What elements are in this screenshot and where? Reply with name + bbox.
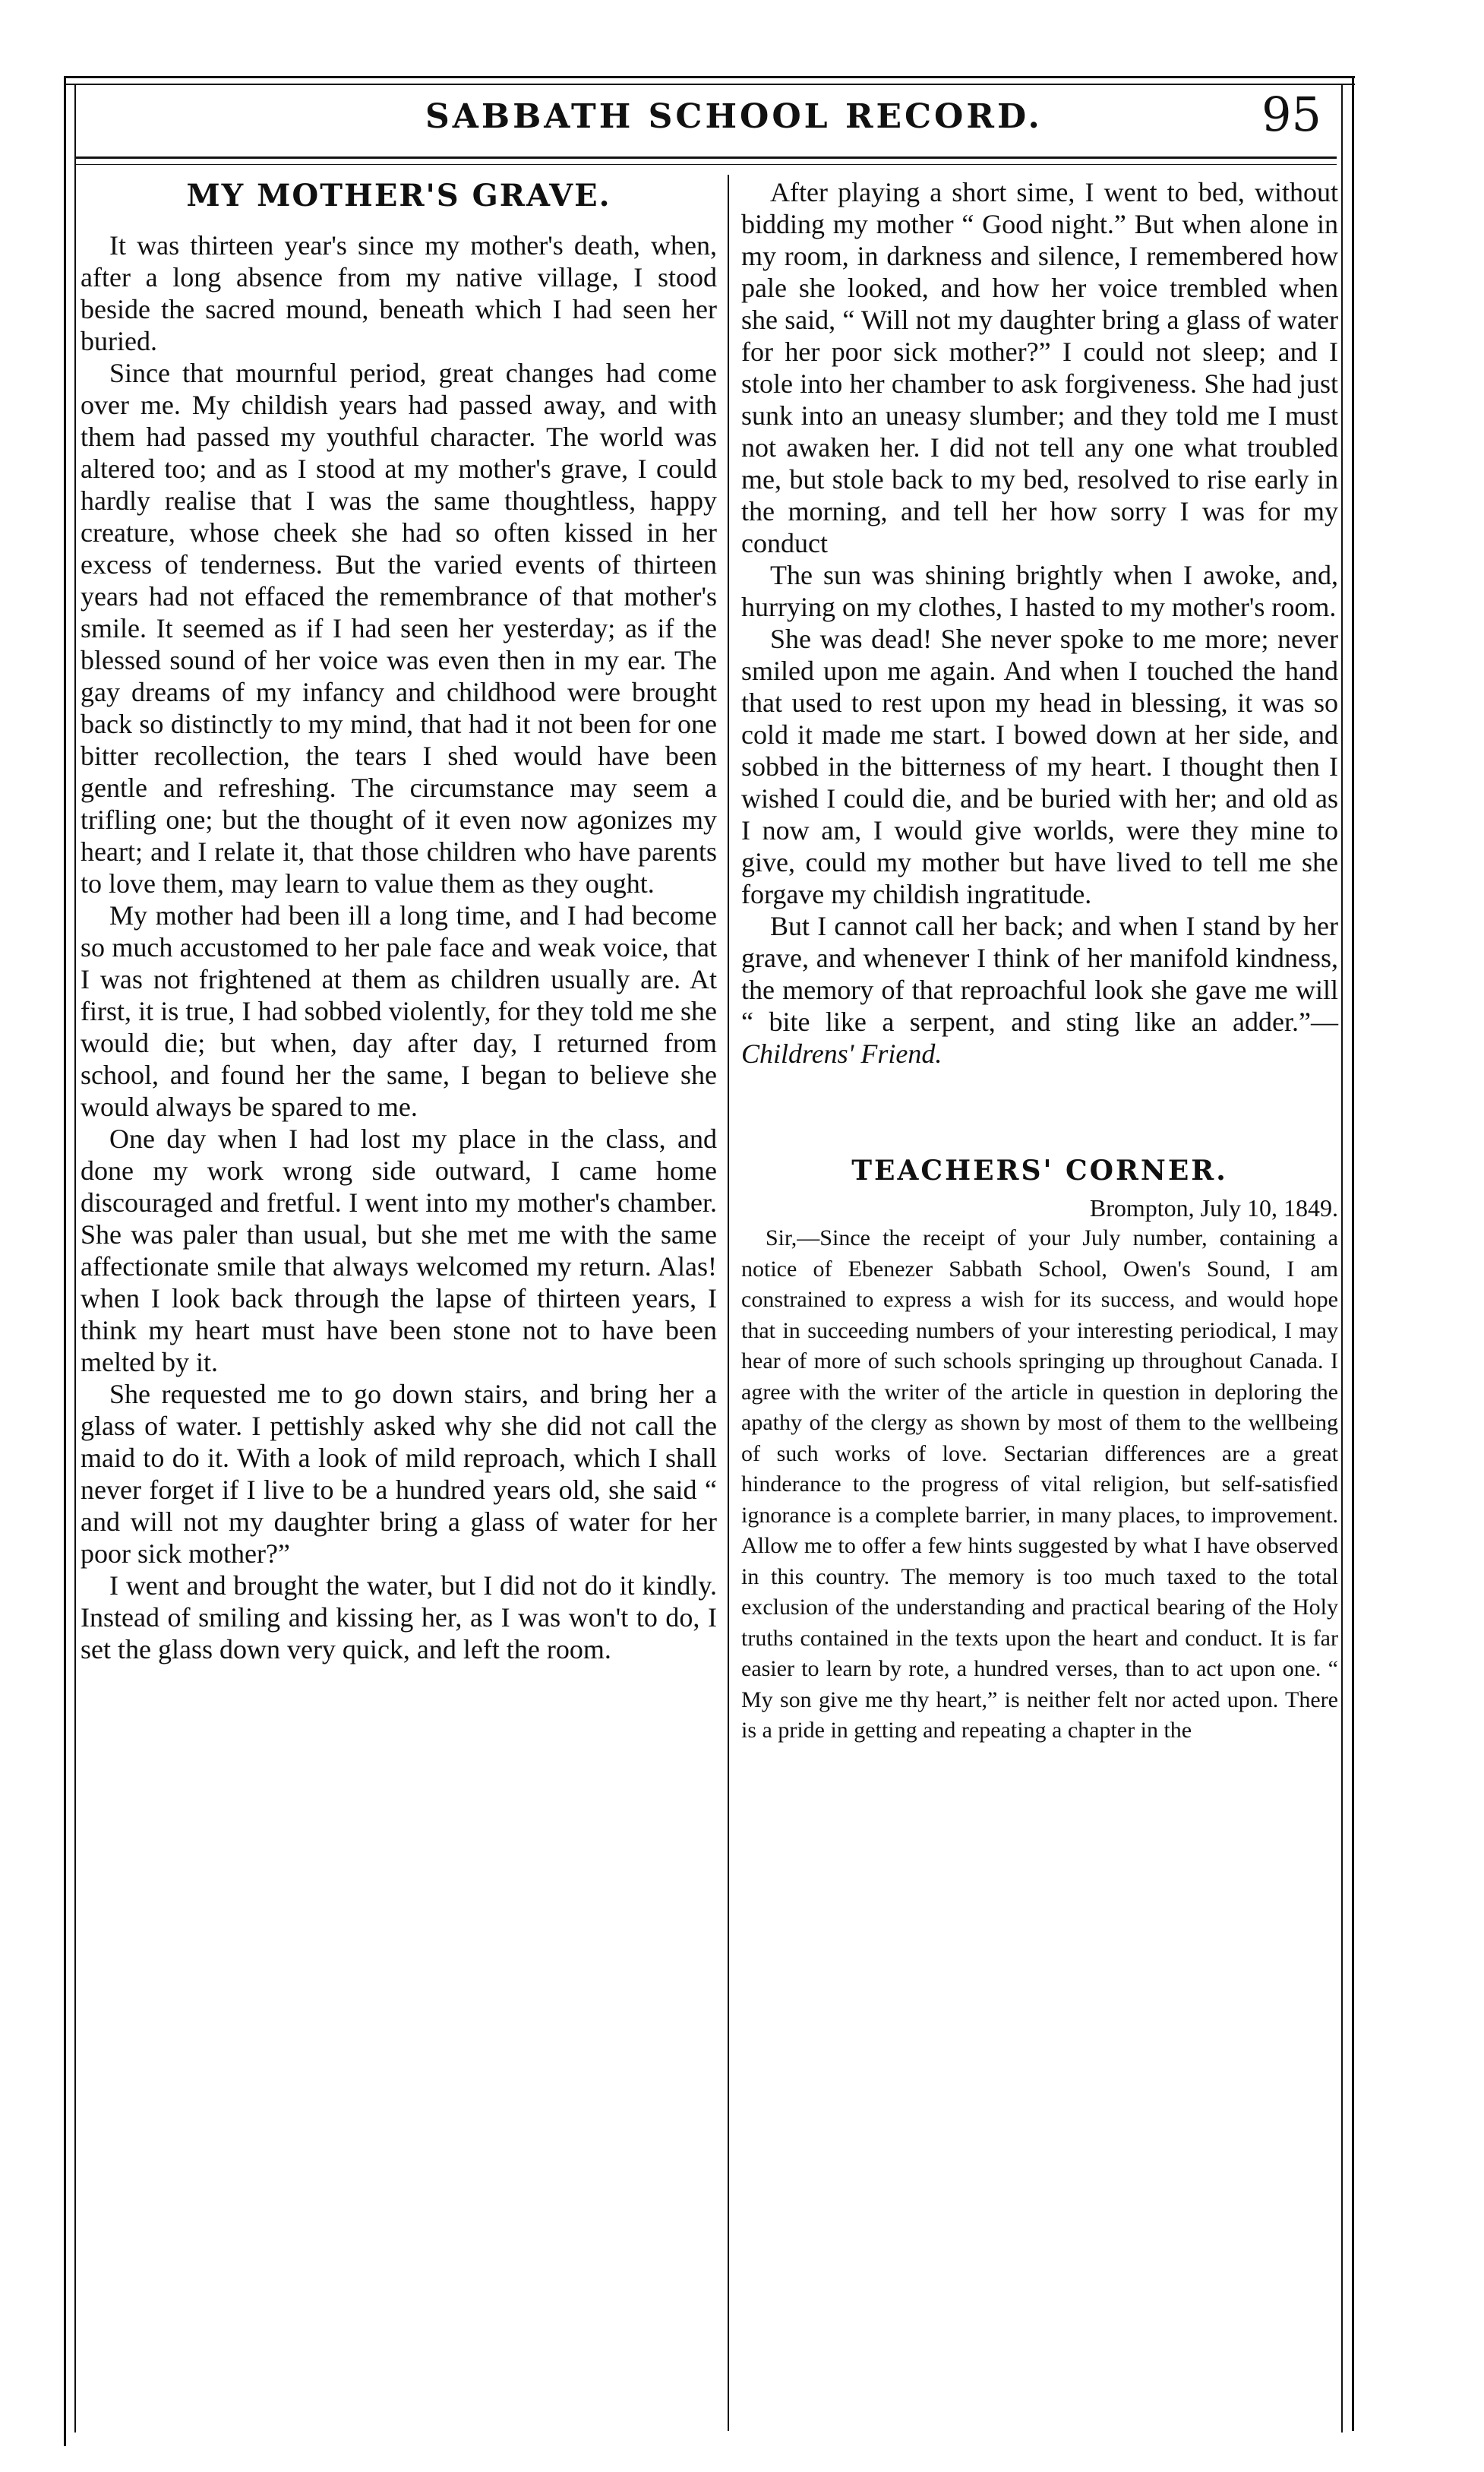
page-border-left	[64, 76, 66, 2446]
letter-dateline: Brompton, July 10, 1849.	[1089, 1194, 1338, 1222]
article-attribution: Childrens' Friend.	[741, 1038, 942, 1069]
left-column	[81, 176, 717, 1665]
article-paragraph: She was dead! She never spoke to me more; never smiled upon me again. And when I touched the hand that used to rest upon my head in blessing, it was so cold it made me start. I bowed down at her side, and sobbed in the bitterness of my heart. I thought then I wished I could die, and be buried with her; and old as I now am, I would give worlds, were they mine to give, could my mother but have lived to tell me she forgave my childish ingratitude.	[741, 624, 1338, 909]
page-border-top	[64, 76, 1355, 78]
header-rule	[76, 156, 1337, 159]
article-paragraph-final	[741, 910, 1338, 1070]
article-paragraph: One day when I had lost my place in the class, and done my work wrong side outward, I came home discouraged and fretful. I went into my mother's chamber. She was paler than usual, but she met me with the same affectionate smile that always welcomed my return. Alas! when I look back through the lapse of thirteen years, I think my heart must have been stone not to have been melted by it.	[81, 1124, 717, 1377]
page-border-right-inner	[1341, 85, 1343, 2432]
column-divider	[728, 175, 729, 2431]
article-paragraph: My mother had been ill a long time, and I had become so much accustomed to her pale face and weak voice, that I was not frightened at them as children usually are. At first, it is true, I had sobbed violently, for they told me she would die; but when, day after day, I returned from school, and found her the same, I began to believe she would always be spared to me.	[81, 900, 717, 1122]
article-paragraph-text: But I cannot call her back; and when I stand by her grave, and whenever I think of her manifold kindness, the memory of that reproachful look she gave me will “ bite like a serpent, and sting like an adder.”—	[741, 911, 1338, 1037]
article-paragraph: The sun was shining brightly when I awoke, and, hurrying on my clothes, I hasted to my mother's room.	[741, 560, 1338, 622]
page-border-right	[1352, 76, 1354, 2431]
right-column	[741, 176, 1338, 1747]
running-header-title: SABBATH SCHOOL RECORD.	[425, 97, 1043, 136]
article-paragraph: After playing a short sime, I went to bed, without bidding my mother “ Good night.” But when alone in my room, in darkness and silence, I remembered how pale she looked, and how her voice trembled when she said, “ Will not my daughter bring a glass of water for her poor sick mother?” I could not sleep; and I stole into her chamber to ask forgiveness. She had just sunk into an uneasy slumber; and they told me I must not awaken her. I did not tell any one what troubled me, but stole back to my bed, resolved to rise early in the morning, and tell her how sorry I was for my conduct	[741, 177, 1338, 558]
section-title: TEACHERS' CORNER.	[851, 1155, 1228, 1187]
article-paragraph: Since that mournful period, great changes had come over me. My childish years had passed away, and with them had passed my youthful character. The world was altered too; and as I stood at my mother's grave, I could hardly realise that I was the same thoughtless, happy creature, whose cheek she had so often kissed in her excess of tenderness. But the varied events of thirteen years had not effaced the remembrance of that mother's smile. It seemed as if I had seen her yesterday; as if the blessed sound of her voice was even then in my ear. The gay dreams of my infancy and childhood were brought back so distinctly to my mind, that had it not been for one bitter recollection, the tears I shed would have been gentle and refreshing. The circumstance may seem a trifling one; but the thought of it even now agonizes my heart; and I relate it, that those children who have parents to love them, may learn to value them as they ought.	[81, 358, 717, 899]
article-paragraph: She requested me to go down stairs, and bring her a glass of water. I pettishly asked why she did not call the maid to do it. With a look of mild reproach, which I shall never forget if I live to be a hundred years old, she said “ and will not my daughter bring a glass of water for her poor sick mother?”	[81, 1379, 717, 1569]
article-paragraph: I went and brought the water, but I did not do it kindly. Instead of smiling and kissing her, as I was won't to do, I set the glass down very quick, and left the room.	[81, 1570, 717, 1664]
header-rule-thin	[76, 164, 1337, 165]
letter-body	[741, 1223, 1338, 1747]
article-title: MY MOTHER'S GRAVE.	[186, 178, 611, 213]
page-number: 95	[1261, 87, 1321, 142]
page-border-left-inner	[74, 85, 76, 2432]
article-paragraph: It was thirteen year's since my mother's death, when, after a long absence from my native village, I stood beside the sacred mound, beneath which I had seen her buried.	[81, 230, 717, 356]
page-border-top-inner	[64, 84, 1355, 85]
letter-text: Sir,—Since the receipt of your July number, containing a notice of Ebenezer Sabbath School, Owen's Sound, I am constrained to express a wish for its success, and would hope that in succeeding numbers of your interesting periodical, I may hear of more of such schools springing up throughout Canada. I agree with the writer of the article in question in deploring the apathy of the clergy as shown by most of them to the wellbeing of such works of love. Sectarian differences are a great hinderance to the progress of vital religion, but self-satisfied ignorance is a complete barrier, in many places, to improvement. Allow me to offer a few hints suggested by what I have observed in this country. The memory is too much taxed to the total exclusion of the understanding and practical bearing of the Holy truths contained in the texts upon the heart and conduct. It is far easier to learn by rote, a hundred verses, than to act upon one. “ My son give me thy heart,” is neither felt nor acted upon. There is a pride in getting and repeating a chapter in the	[741, 1225, 1338, 1743]
